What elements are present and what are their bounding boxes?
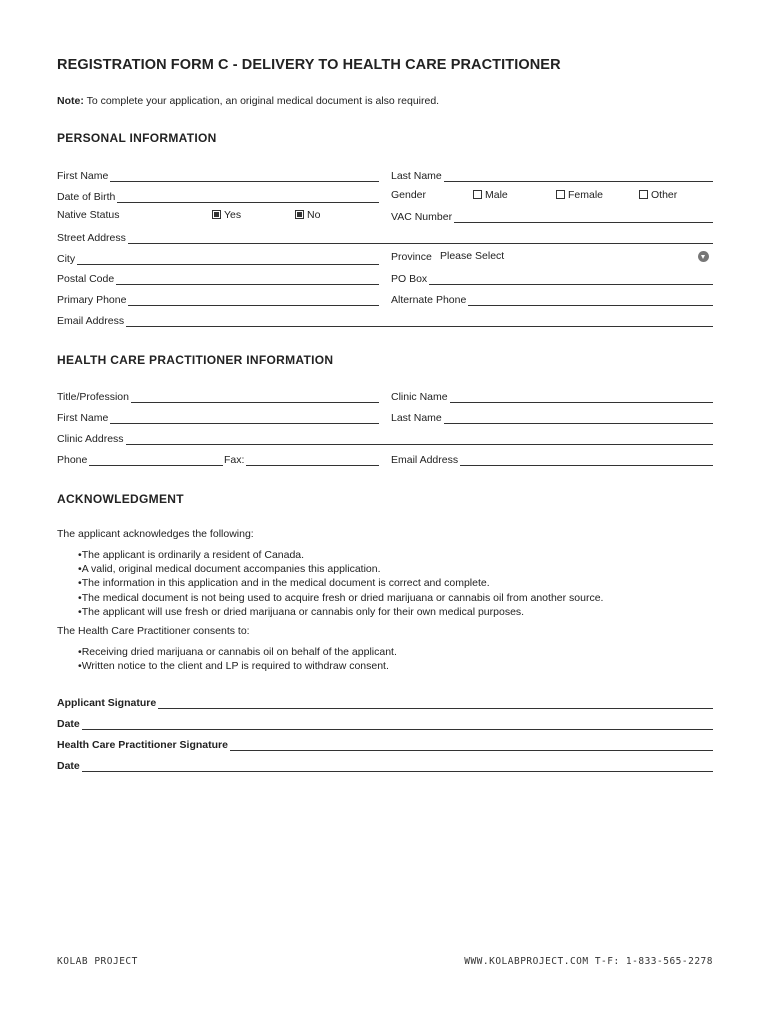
applicant-date-line[interactable] [82, 718, 713, 730]
po-box-field[interactable] [391, 271, 713, 285]
practitioner-date-field[interactable] [57, 758, 713, 772]
po-box-line[interactable] [429, 273, 713, 285]
checkbox-checked-icon [295, 210, 304, 219]
title-profession-label: Title/Profession [57, 391, 129, 403]
practitioner-email-field[interactable] [391, 452, 713, 466]
native-yes-checkbox[interactable] [212, 209, 241, 221]
street-address-line[interactable] [128, 232, 713, 244]
alternate-phone-line[interactable] [468, 294, 713, 306]
practitioner-last-name-line[interactable] [444, 412, 713, 424]
postal-code-line[interactable] [116, 273, 379, 285]
practitioner-signature-label: Health Care Practitioner Signature [57, 739, 228, 751]
vac-number-field[interactable] [391, 209, 713, 223]
gender-male-label: Male [485, 189, 508, 201]
vac-number-label: VAC Number [391, 211, 453, 223]
list-item: • The medical document is not being used to acquire fresh or dried marijuana or cannabis oil from another source. [78, 591, 603, 605]
dropdown-arrow-icon[interactable] [698, 251, 709, 262]
list-item: • The applicant is ordinarily a resident of Canada. [78, 548, 603, 562]
fax-label: Fax: [224, 454, 245, 466]
fax-line[interactable] [246, 454, 379, 466]
practitioner-signature-field[interactable] [57, 737, 713, 751]
checkbox-icon [556, 190, 565, 199]
email-line[interactable] [126, 315, 713, 327]
dob-label: Date of Birth [57, 191, 116, 203]
note [57, 95, 439, 107]
primary-phone-line[interactable] [128, 294, 379, 306]
first-name-line[interactable] [110, 170, 379, 182]
phone-label: Phone [57, 454, 88, 466]
last-name-line[interactable] [444, 170, 713, 182]
dob-field[interactable] [57, 189, 379, 203]
acknowledgment-intro: The applicant acknowledges the following: [57, 528, 254, 540]
practitioner-last-name-field[interactable] [391, 410, 713, 424]
checkbox-icon [473, 190, 482, 199]
po-box-label: PO Box [391, 273, 428, 285]
phone-line[interactable] [89, 454, 223, 466]
primary-phone-field[interactable] [57, 292, 379, 306]
primary-phone-label: Primary Phone [57, 294, 127, 306]
title-profession-line[interactable] [131, 391, 379, 403]
native-status-label: Native Status [57, 209, 120, 221]
note-text: To complete your application, an original medical document is also required. [86, 95, 440, 107]
note-label: Note: [57, 95, 84, 107]
clinic-address-label: Clinic Address [57, 433, 124, 445]
email-label: Email Address [57, 315, 125, 327]
alternate-phone-field[interactable] [391, 292, 713, 306]
applicant-signature-line[interactable] [158, 697, 713, 709]
acknowledgment-heading: ACKNOWLEDGMENT [57, 492, 184, 506]
page-title: REGISTRATION FORM C - DELIVERY TO HEALTH CARE PRACTITIONER [57, 57, 561, 73]
footer-right: WWW.KOLABPROJECT.COM T-F: 1-833-565-2278 [464, 956, 713, 967]
clinic-address-line[interactable] [126, 433, 713, 445]
dob-line[interactable] [117, 191, 379, 203]
last-name-field[interactable] [391, 168, 713, 182]
phone-field[interactable] [57, 452, 223, 466]
practitioner-points-list [78, 645, 397, 673]
gender-other-checkbox[interactable] [639, 189, 677, 201]
clinic-name-field[interactable] [391, 389, 713, 403]
list-item: • A valid, original medical document accompanies this application. [78, 562, 603, 576]
practitioner-consent-intro: The Health Care Practitioner consents to: [57, 625, 250, 637]
city-label: City [57, 253, 76, 265]
first-name-label: First Name [57, 170, 109, 182]
practitioner-email-label: Email Address [391, 454, 459, 466]
footer-left: KOLAB PROJECT [57, 956, 138, 967]
last-name-label: Last Name [391, 170, 442, 182]
native-no-label: No [307, 209, 321, 221]
province-label: Province [391, 251, 432, 263]
native-no-checkbox[interactable] [295, 209, 320, 221]
gender-female-checkbox[interactable] [556, 189, 603, 201]
street-address-field[interactable] [57, 230, 713, 244]
applicant-date-field[interactable] [57, 716, 713, 730]
practitioner-signature-line[interactable] [230, 739, 713, 751]
practitioner-date-label: Date [57, 760, 80, 772]
clinic-name-line[interactable] [450, 391, 713, 403]
title-profession-field[interactable] [57, 389, 379, 403]
practitioner-first-name-field[interactable] [57, 410, 379, 424]
vac-number-line[interactable] [454, 211, 713, 223]
native-yes-label: Yes [224, 209, 242, 221]
gender-label: Gender [391, 189, 427, 201]
street-address-label: Street Address [57, 232, 126, 244]
list-item: • The applicant will use fresh or dried marijuana or cannabis only for their own medical purposes. [78, 605, 603, 619]
applicant-signature-label: Applicant Signature [57, 697, 157, 709]
applicant-points-list [78, 548, 603, 619]
applicant-date-label: Date [57, 718, 80, 730]
practitioner-first-name-label: First Name [57, 412, 109, 424]
fax-field[interactable] [224, 452, 379, 466]
practitioner-date-line[interactable] [82, 760, 713, 772]
city-field[interactable] [57, 251, 379, 265]
clinic-address-field[interactable] [57, 431, 713, 445]
first-name-field[interactable] [57, 168, 379, 182]
list-item: • The information in this application and in the medical document is correct and complete. [78, 576, 603, 590]
practitioner-email-line[interactable] [460, 454, 713, 466]
clinic-name-label: Clinic Name [391, 391, 448, 403]
postal-code-field[interactable] [57, 271, 379, 285]
practitioner-first-name-line[interactable] [110, 412, 379, 424]
gender-female-label: Female [568, 189, 604, 201]
list-item: • Receiving dried marijuana or cannabis oil on behalf of the applicant. [78, 645, 397, 659]
gender-other-label: Other [651, 189, 678, 201]
applicant-signature-field[interactable] [57, 695, 713, 709]
alternate-phone-label: Alternate Phone [391, 294, 467, 306]
personal-info-heading: PERSONAL INFORMATION [57, 131, 217, 145]
list-item: • Written notice to the client and LP is required to withdraw consent. [78, 659, 397, 673]
checkbox-checked-icon [212, 210, 221, 219]
checkbox-icon [639, 190, 648, 199]
postal-code-label: Postal Code [57, 273, 115, 285]
province-select[interactable]: Please Select [440, 250, 505, 262]
email-field[interactable] [57, 313, 713, 327]
city-line[interactable] [77, 253, 379, 265]
gender-male-checkbox[interactable] [473, 189, 508, 201]
practitioner-info-heading: HEALTH CARE PRACTITIONER INFORMATION [57, 353, 334, 367]
practitioner-last-name-label: Last Name [391, 412, 442, 424]
